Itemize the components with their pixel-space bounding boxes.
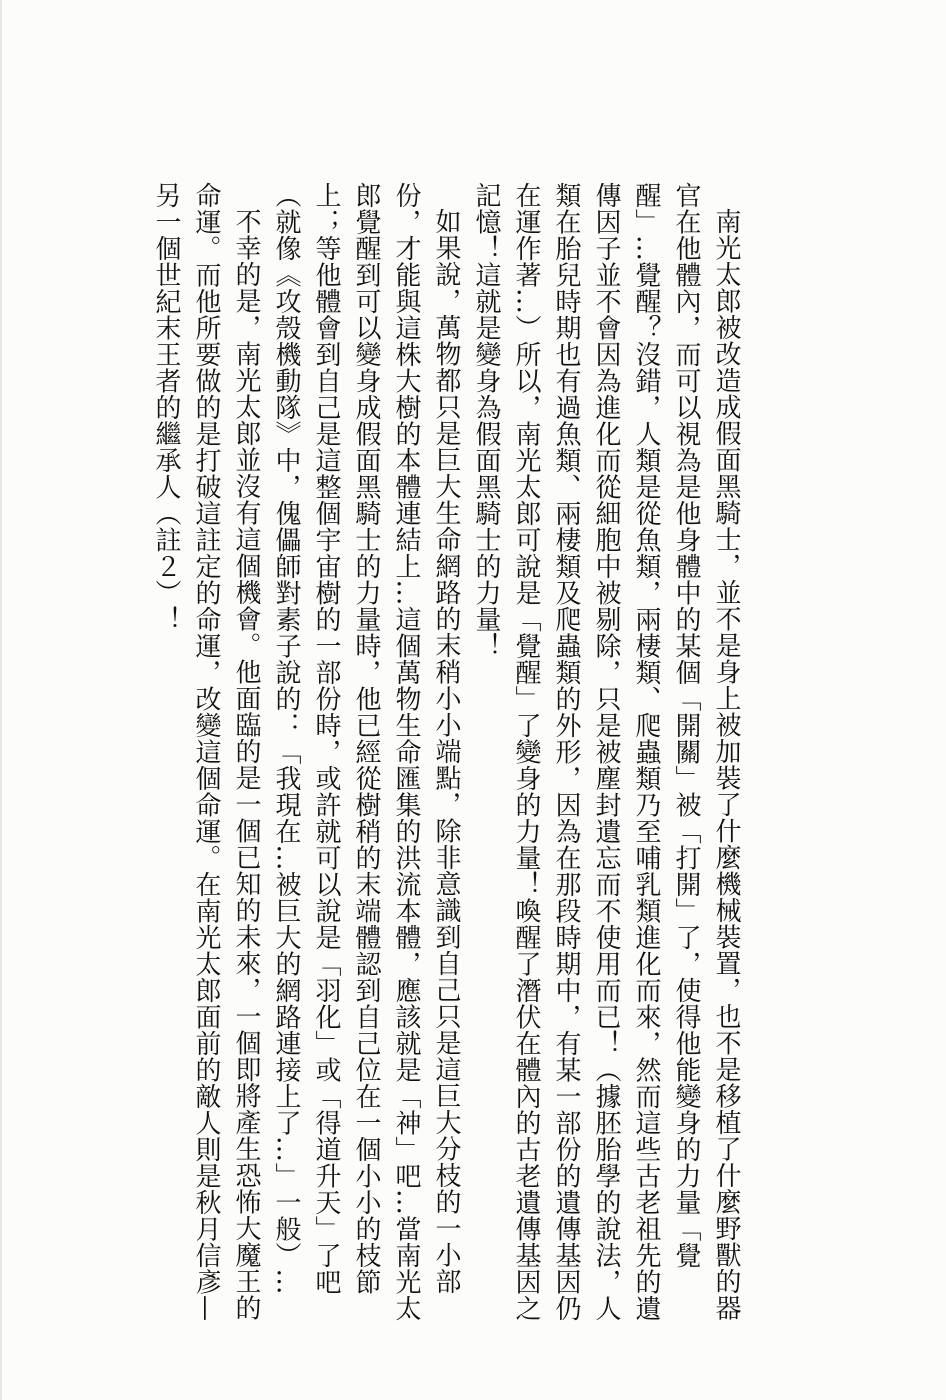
paragraph-2: 如果說，萬物都只是巨大生命網路的末稍小小端點，除非意識到自己只是這巨大分枝的一小部份，才能與這株大樹的本體連結上…這個萬物生命匯集的洪流本體，應該就是「神」吧…當南光太郎覺醒到可以變身成假面黑騎士的力量時，他已經從樹稍的末端體認到自己位在一個小小的枝節上；等他體會到自己是這整個宇宙樹的一部份時，或許就可以說是「羽化」或「得道升天」了吧（就像《攻殼機動隊》中，傀儡師對素子說的：「我現在…被巨大的網路連接上了…」一般）… xyxy=(271,182,461,1322)
vertical-text-body xyxy=(146,182,746,1322)
paragraph-3: 不幸的是，南光太郎並沒有這個機會。他面臨的是一個已知的未來，一個即將產生恐怖大魔王的命運。而他所要做的是打破這註定的命運，改變這個命運。在南光太郎面前的敵人則是秋月信彥—另一個世紀末王者的繼承人（註２）！ xyxy=(151,182,261,1322)
page-edge xyxy=(0,0,2,1400)
paragraph-1: 南光太郎被改造成假面黑騎士，並不是身上被加裝了什麼機械裝置，也不是移植了什麼野獸的器官在他體內，而可以視為是他身體中的某個「開關」被「打開」了，使得他能變身的力量「覺醒」…覺醒？沒錯，人類是從魚類，兩棲類、爬蟲類乃至哺乳類進化而來，然而這些古老祖先的遺傳因子並不會因為進化而從細胞中被剔除，只是被塵封遺忘而不使用而已！（據胚胎學的說法，人類在胎兒時期也有過魚類、兩棲類及爬蟲類的外形，因為在那段時期中，有某一部份的遺傳基因仍在運作著…）所以，南光太郎可說是「覺醒」了變身的力量！喚醒了潛伏在體內的古老遺傳基因之記憶！這就是變身為假面黑騎士的力量！ xyxy=(471,182,741,1322)
